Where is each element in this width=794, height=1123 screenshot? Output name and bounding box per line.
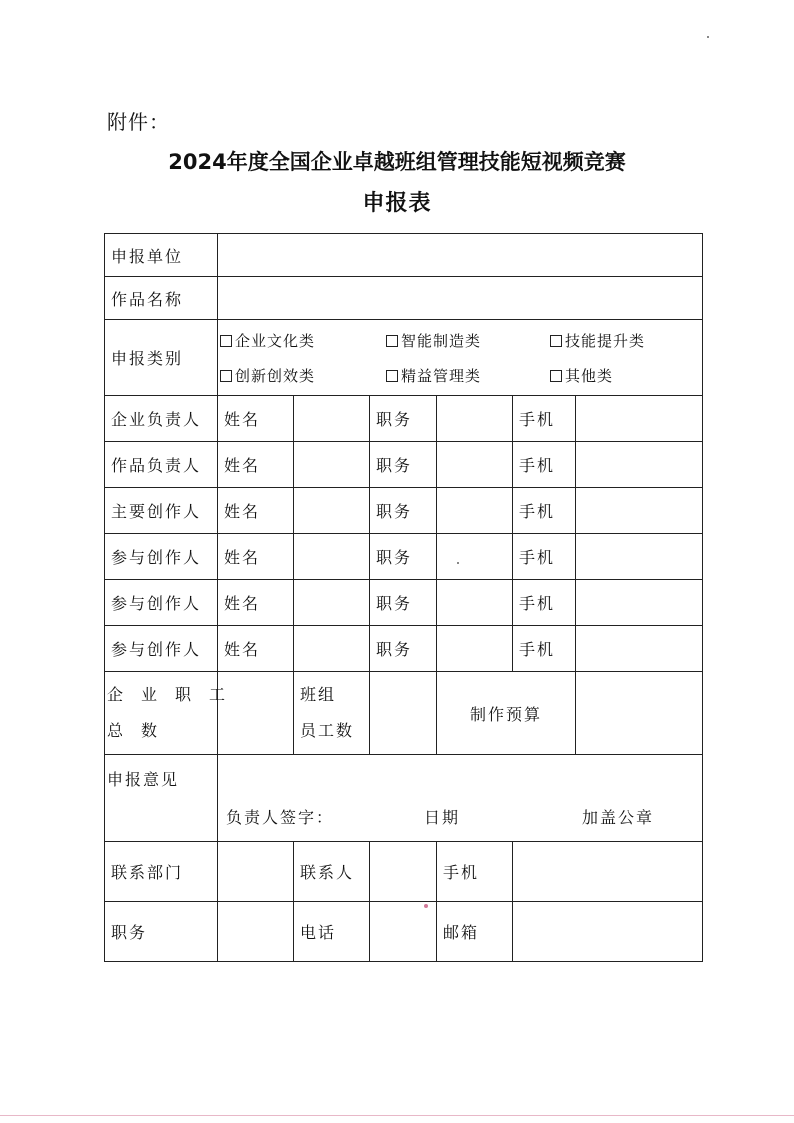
contact-phone-label: 手机 <box>437 842 513 902</box>
phone-field[interactable] <box>576 396 703 442</box>
attachment-label: 附件： <box>107 110 170 134</box>
scan-speck <box>707 36 709 38</box>
contact-person-label: 联系人 <box>294 842 370 902</box>
opinion-label: 申报意见 <box>105 755 218 842</box>
signature-label: 负责人签字： <box>226 808 335 827</box>
phone-field[interactable] <box>576 488 703 534</box>
role-label: 参与创作人 <box>105 580 218 626</box>
checkbox-icon[interactable] <box>550 370 562 382</box>
phone-field[interactable] <box>576 580 703 626</box>
staff-total-label: 企业职工 总数 <box>105 672 218 755</box>
row-opinion <box>105 755 703 842</box>
unit-field[interactable] <box>218 234 703 277</box>
position-label: 职务 <box>370 626 437 672</box>
name-label: 姓名 <box>218 626 294 672</box>
name-field[interactable] <box>294 442 370 488</box>
name-label: 姓名 <box>218 580 294 626</box>
position-field[interactable] <box>437 580 513 626</box>
role-label: 主要创作人 <box>105 488 218 534</box>
name-field[interactable] <box>294 580 370 626</box>
role-label: 参与创作人 <box>105 534 218 580</box>
position-label: 职务 <box>370 396 437 442</box>
checkbox-icon[interactable] <box>220 335 232 347</box>
category-option[interactable]: 智能制造类 <box>386 330 550 351</box>
opinion-field[interactable] <box>218 755 703 842</box>
category-option[interactable]: 企业文化类 <box>220 330 386 351</box>
position-label: 职务 <box>105 902 218 962</box>
position-label: 职务 <box>370 488 437 534</box>
position-field[interactable] <box>437 534 513 580</box>
staff-total-field[interactable] <box>218 672 294 755</box>
name-label: 姓名 <box>218 442 294 488</box>
name-label: 姓名 <box>218 488 294 534</box>
name-label: 姓名 <box>218 396 294 442</box>
email-label: 邮箱 <box>437 902 513 962</box>
team-staff-label: 班组 员工数 <box>294 672 370 755</box>
form-title: 2024年度全国企业卓越班组管理技能短视频竞赛 <box>168 150 626 174</box>
phone-label: 手机 <box>513 626 576 672</box>
phone-label: 手机 <box>513 396 576 442</box>
name-field[interactable] <box>294 488 370 534</box>
category-options <box>218 320 703 396</box>
position-field[interactable] <box>437 396 513 442</box>
category-option[interactable]: 精益管理类 <box>386 365 550 386</box>
category-label: 申报类别 <box>105 320 218 396</box>
contact-phone-field[interactable] <box>513 842 703 902</box>
person-row <box>105 626 703 672</box>
row-contact-2 <box>105 902 703 962</box>
phone-field[interactable] <box>576 626 703 672</box>
position-label: 职务 <box>370 442 437 488</box>
role-label: 参与创作人 <box>105 626 218 672</box>
phone-label: 手机 <box>513 442 576 488</box>
team-staff-field[interactable] <box>370 672 437 755</box>
scan-speck <box>457 562 459 564</box>
scan-speck <box>424 904 428 908</box>
person-row <box>105 396 703 442</box>
phone-field[interactable] <box>576 442 703 488</box>
person-row <box>105 534 703 580</box>
role-label: 作品负责人 <box>105 442 218 488</box>
row-staff <box>105 672 703 755</box>
role-label: 企业负责人 <box>105 396 218 442</box>
row-work-name <box>105 277 703 320</box>
telephone-label: 电话 <box>294 902 370 962</box>
phone-label: 手机 <box>513 488 576 534</box>
scan-edge-line <box>0 1115 794 1116</box>
date-label: 日期 <box>424 808 461 827</box>
position-field[interactable] <box>437 442 513 488</box>
position-field[interactable] <box>437 626 513 672</box>
checkbox-icon[interactable] <box>220 370 232 382</box>
position-label: 职务 <box>370 580 437 626</box>
form-subtitle: 申报表 <box>362 191 432 216</box>
work-name-field[interactable] <box>218 277 703 320</box>
row-unit <box>105 234 703 277</box>
email-field[interactable] <box>513 902 703 962</box>
seal-label: 加盖公章 <box>582 808 655 827</box>
row-contact <box>105 842 703 902</box>
checkbox-icon[interactable] <box>386 370 398 382</box>
category-option[interactable]: 技能提升类 <box>550 330 700 351</box>
category-option[interactable]: 创新创效类 <box>220 365 386 386</box>
name-field[interactable] <box>294 396 370 442</box>
name-field[interactable] <box>294 626 370 672</box>
work-name-label: 作品名称 <box>105 277 218 320</box>
application-form-table <box>104 233 703 962</box>
position-field[interactable] <box>437 488 513 534</box>
row-category <box>105 320 703 396</box>
person-row <box>105 488 703 534</box>
budget-field[interactable] <box>576 672 703 755</box>
phone-field[interactable] <box>576 534 703 580</box>
person-row <box>105 580 703 626</box>
name-field[interactable] <box>294 534 370 580</box>
unit-label: 申报单位 <box>105 234 218 277</box>
position-label: 职务 <box>370 534 437 580</box>
phone-label: 手机 <box>513 534 576 580</box>
checkbox-icon[interactable] <box>550 335 562 347</box>
person-row <box>105 442 703 488</box>
contact-dept-field[interactable] <box>218 842 294 902</box>
name-label: 姓名 <box>218 534 294 580</box>
budget-label: 制作预算 <box>437 672 576 755</box>
contact-person-field[interactable] <box>370 842 437 902</box>
checkbox-icon[interactable] <box>386 335 398 347</box>
contact-dept-label: 联系部门 <box>105 842 218 902</box>
category-option[interactable]: 其他类 <box>550 365 700 386</box>
phone-label: 手机 <box>513 580 576 626</box>
telephone-field[interactable] <box>370 902 437 962</box>
position-field[interactable] <box>218 902 294 962</box>
